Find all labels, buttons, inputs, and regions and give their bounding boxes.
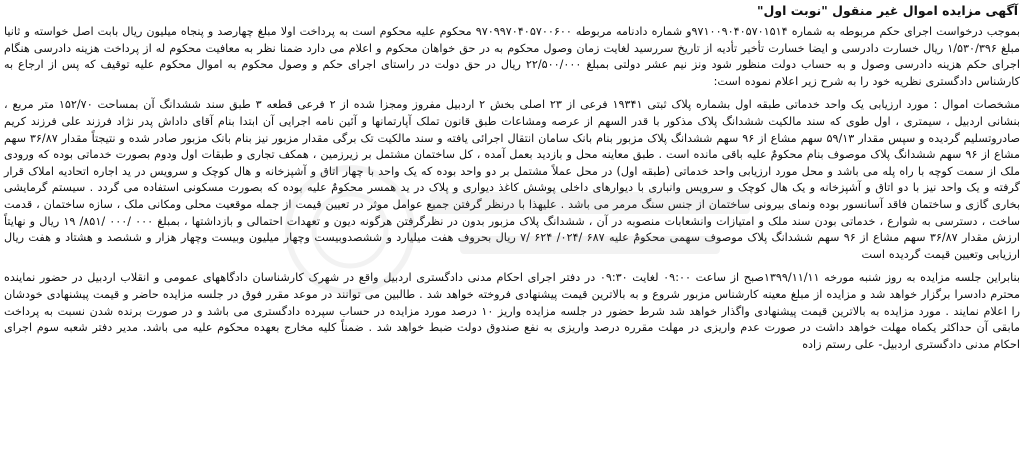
notice-paragraph-property-specs: مشخصات اموال : مورد ارزیابی یک واحد خدماتی طبقه اول بشماره پلاک ثبتی ۱۹۳۴۱ فرعی از ۲۳ اصلی بخش ۲ اردبیل مفروز ومجزا شده از ۲ فرعی قطعه ۳ طبق سند ششدانگ آن بمساحت ۱۵۲/۷۰ متر مربع ، بنشانی اردبیل ، سیمتری ، اول طوی که سند مالکیت ششدانگ پلاک مذکور با قدر السهم از عرصه ومشاعات طبق قانون تملک آپارتمانها و آئین نامه اجرایی آن ابتدا بنام آقای داداش پدر نژاد فرزند علی فرزند کریم صادروتسلیم گردیده و سپس مقدار ۵۹/۱۳ سهم مشاع از ۹۶ سهم ششدانگ پلاک مزبور بنام بانک سامان انتقال اجرائی یافته و سند مالکیت تک برگی مقدار مزبور نیز بنام بانک مزبور صادر شده و نتیجتاً مقدار ۳۶/۸۷ سهم مشاع از ۹۶ سهم ششدانگ پلاک موصوف بنام محکومٌ علیه باقی مانده است . طبق معاینه محل و بازدید بعمل آمده ، کل ساختمان مشتمل بر زیرزمین ، همکف تجاری و طبقات اول ودوم بصورت خدماتی بوده که ورودی ملک از سمت کوچه با راه پله می باشد و محل مورد ارزیابی واحد خدماتی (طبقه اول) در محل عملاً مشتمل بر دو واحد بوده که یک واحد با چهار اتاق و آشپزخانه و هال کوچک و سرویس در ید اجاره اتحادیه املاک قرار گرفته و یک واحد نیز با دو اتاق و آشپزخانه و یک هال کوچک و سرویس وانباری با دیوارهای داخلی پوشش کاغذ دیواری و پلاک در ید همسر محکومٌ علیه بوده که بصورت مسکونی استفاده می گردد . سیستم گرمایشی بخاری گازی و ساختمان فاقد آسانسور بوده ونمای بیرونی ساختمان از جنس سنگ مرمر می باشد . علیهذا با درنظر گرفتن جمیع عوامل موثر در تعیین قیمت از جمله موقعیت محلی ومکانی ملک ، سازه ساختمان ، قدمت ساخت ، دسترسی به شوارع ، خدماتی بودن سند ملک و امتیازات وانشعابات منصوبه در آن ، ششدانگ پلاک مزبور بدون در نظرگرفتن هرگونه دیون و تعهدات احتمالی و بازداشتها ، بمبلغ ۰۰۰ /۰۰۰ /۸۵۱/ ۱۹ ریال و نهایتاً ارزش مقدار ۳۶/۸۷ سهم مشاع از ۹۶ سهم ششدانگ پلاک موصوف سهمی محکومٌ علیه ۶۸۷ /۰۲۴/ ۶۲۴ /۷ ریال بحروف هفت میلیارد و ششصدوبیست وچهار میلیون وبیست وچهار هزار و ششصد و هشتاد و هفت ریال ارزیابی وتعیین قیمت گردیده است — [4, 98, 1021, 261]
notice-paragraph-auction-terms: بنابراین جلسه مزایده به روز شنبه مورخه ۱۳۹۹/۱۱/۱۱صبح از ساعت ۰۹:۰۰ لغایت ۰۹:۳۰ در دفتر اجرای احکام مدنی دادگستری اردبیل واقع در شهرک کارشناسان دادگاههای عمومی و انقلاب اردبیل در حضور نماینده محترم دادسرا برگزار خواهد شد و مزایده از مبلغ معینه کارشناس مزبور شروع و به بالاترین قیمت پیشنهادی فروخته خواهد شد . طالبین می توانند در موعد مقرر فوق در جلسه مزایده حاضر و قیمت پیشنهادی خودشان را اعلام نمایند . مورد مزایده به بالاترین قیمت پیشنهادی واگذار خواهد شد شرط حضور در جلسه مزایده واریز ۱۰ درصد مورد مزایده در حساب سپرده دادگستری می باشد و در صورت برنده شدن نسبت به پرداخت مابقی آن حداکثر یکماه مهلت خواهد داشت در صورت عدم واریزی در مهلت مقرره درصد واریزی به نفع صندوق دولت ضبط خواهد شد . ضمناً کلیه مخارج بعهده محکوم علیه می باشد. مدیر دفتر شعبه سوم اجرای احکام مدنی دادگستری اردبیل- علی رستم زاده — [4, 271, 1020, 351]
notice-paragraph-intro: بموجب درخواست اجرای حکم مربوطه به شماره ۹۷۱۰۰۹۰۴۰۵۷۰۱۵۱۴و شماره دادنامه مربوطه ۹۷۰۹۹۷۰۴۰۵۷۰۰۶۰۰ محکوم علیه محکوم است به پرداخت اولا مبلغ چهارصد و پنجاه میلیون ریال بابت اصل خواسته و ثانیا مبلغ ۱/۵۳۰/۳۹۶ ریال خسارت دادرسی و ایضا خسارت تأخیر تأدیه از تاریخ سررسید لغایت زمان وصول محکوم به در حق خواهان محکوم و اعلام می دارد ضمنا نظر به معافیت محکوم له از پرداخت هزینه دادرسی هنگام اجرای حکم هزینه دادرسی وصول و به حساب دولت منظور شود ونز نیم عشر دولتی بمبلغ ۲۲/۵۰۰/۰۰۰ ریال در حق دولت در راستای اجرای حکم و وصول محکوم به اموال محکوم علیه توقیف که پس از ارجاع به کارشناس دادگستری نظریه خود را به شرح زیر اعلام نموده است: — [4, 25, 1020, 88]
notice-title: آگهی مزایده اموال غیر منقول "نوبت اول" — [757, 3, 1018, 18]
auction-notice — [4, 2, 1020, 361]
